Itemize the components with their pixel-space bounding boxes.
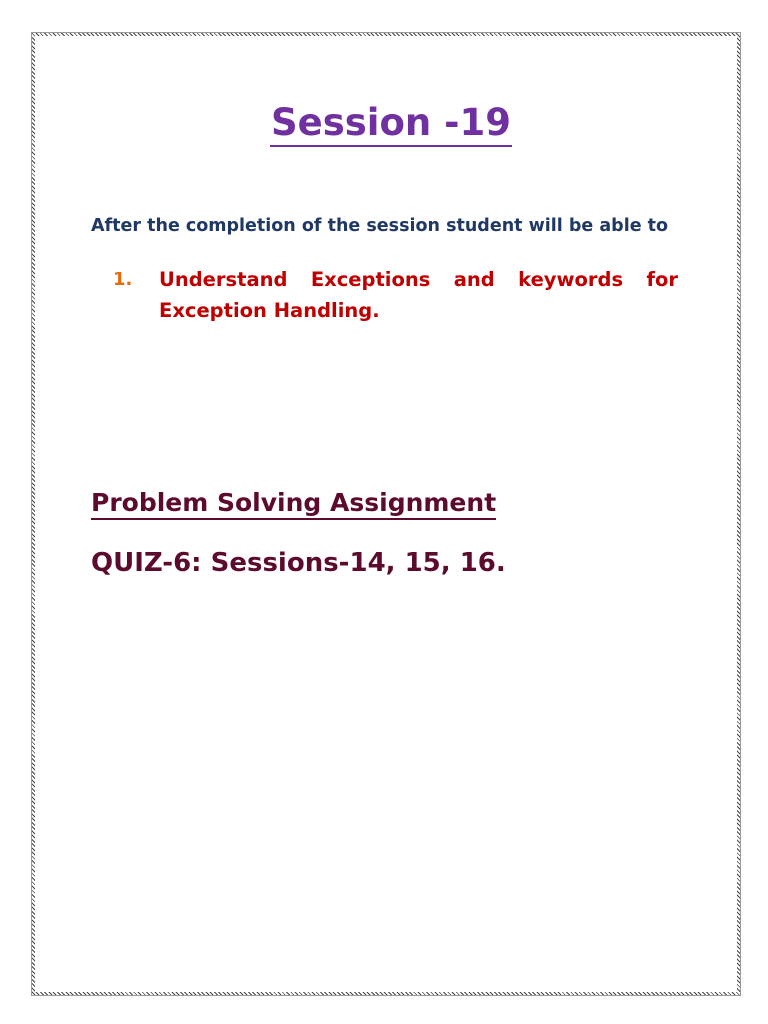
objective-word: Exceptions — [310, 268, 431, 291]
objective-line-1 — [159, 264, 678, 295]
page-title-text: Session -19 — [270, 101, 512, 147]
objective-item — [113, 264, 678, 326]
intro-text: After the completion of the session student will be able to — [91, 216, 669, 236]
quiz-line: QUIZ-6: Sessions-14, 15, 16. — [91, 548, 506, 578]
objective-line-2: Exception Handling. — [159, 299, 380, 322]
objective-word: for — [646, 268, 678, 291]
assignment-heading — [91, 486, 496, 520]
page-title — [0, 98, 768, 148]
objective-word: and — [453, 268, 495, 291]
objective-word: Understand — [159, 268, 288, 291]
objective-number: 1. — [113, 269, 133, 290]
assignment-heading-text: Problem Solving Assignment — [91, 488, 496, 520]
objective-word: keywords — [518, 268, 624, 291]
objective-text — [159, 264, 678, 326]
